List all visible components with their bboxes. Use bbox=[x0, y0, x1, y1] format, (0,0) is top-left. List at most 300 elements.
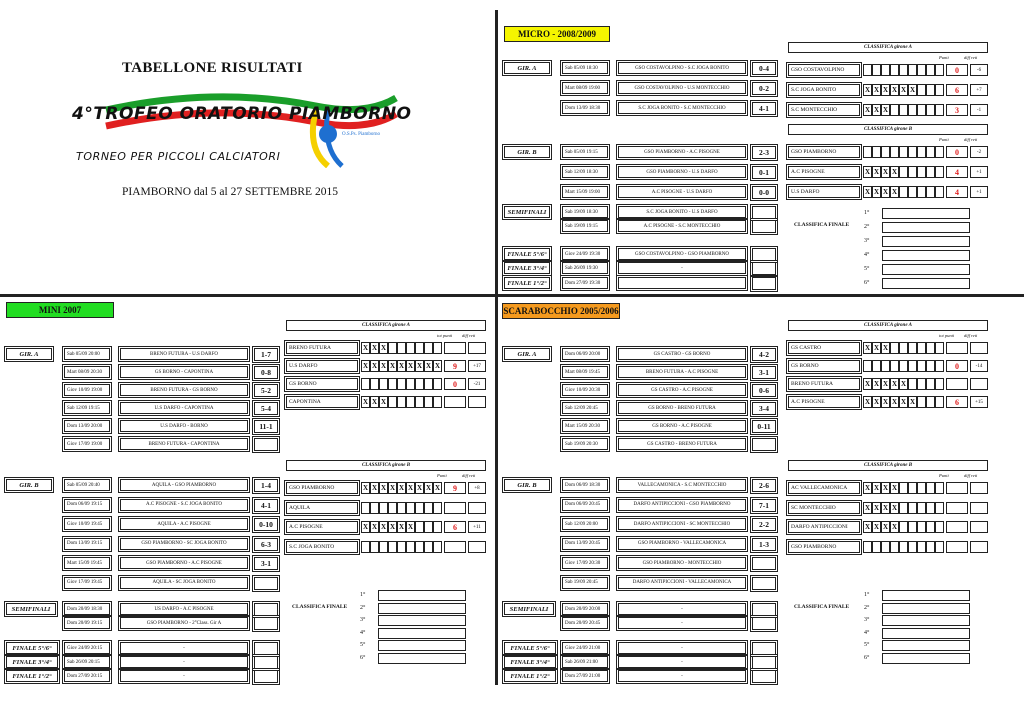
match-date: Sab 05/09 19:15 bbox=[562, 146, 608, 158]
result-cell bbox=[908, 186, 917, 198]
result-cell bbox=[926, 84, 935, 96]
result-cell: X bbox=[864, 523, 871, 531]
result-cell bbox=[415, 342, 424, 354]
position-label: 5° bbox=[864, 266, 870, 272]
match-date: Dom 06/09 20:45 bbox=[562, 499, 608, 511]
standings-points: 0 bbox=[444, 378, 466, 390]
result-cell bbox=[908, 378, 917, 390]
result-cell bbox=[415, 502, 424, 514]
result-cell: X bbox=[380, 523, 387, 531]
standings-row bbox=[286, 342, 486, 354]
standings-points: 0 bbox=[946, 64, 968, 76]
match-date: Dom 13/09 20:45 bbox=[562, 538, 608, 550]
result-cell: X bbox=[900, 380, 907, 388]
result-cell bbox=[424, 378, 433, 390]
match-teams: U.S DARFO - CAPONTINA bbox=[120, 402, 248, 414]
result-cell bbox=[406, 342, 415, 354]
result-cell bbox=[917, 104, 926, 116]
position-label: 1° bbox=[864, 592, 870, 598]
standings-points: 4 bbox=[946, 166, 968, 178]
match-teams: GSO COSTAVOLPINO - GSO PIAMBORNO bbox=[618, 248, 746, 260]
position-box bbox=[378, 640, 466, 651]
match-teams: AQUILA - SC JOGA BONITO bbox=[120, 577, 248, 589]
standings-points bbox=[946, 541, 968, 553]
result-cell: X bbox=[389, 523, 396, 531]
result-cell bbox=[433, 378, 442, 390]
position-box bbox=[882, 208, 970, 219]
match-score: 4-1 bbox=[752, 102, 776, 115]
match-score: 1-4 bbox=[254, 479, 278, 492]
position-label: 6° bbox=[864, 280, 870, 286]
result-cell bbox=[917, 84, 926, 96]
result-cell: X bbox=[371, 362, 378, 370]
result-cell bbox=[872, 146, 881, 158]
standings-title: CLASSIFICA girone A bbox=[788, 42, 988, 53]
match-date: Sab 19/09 20:45 bbox=[562, 577, 608, 589]
standings-points bbox=[444, 342, 466, 354]
standings-row bbox=[286, 502, 486, 514]
standings-points: 9 bbox=[444, 360, 466, 372]
result-cell bbox=[397, 502, 406, 514]
standings-row bbox=[788, 166, 988, 178]
standings-points bbox=[946, 378, 968, 390]
result-cell bbox=[881, 146, 890, 158]
result-cell: X bbox=[891, 484, 898, 492]
result-cell: X bbox=[882, 484, 889, 492]
match-date: Sab 05/09 20:40 bbox=[64, 479, 110, 491]
match-score: 0-4 bbox=[752, 62, 776, 75]
match-teams: GS BORNO - BRENO FUTURA bbox=[618, 402, 746, 414]
match-teams: GSO PIAMBORNO - A.C PISOGNE bbox=[618, 146, 746, 158]
semifinals-label: SEMIFINALI bbox=[6, 603, 56, 615]
tournament-logo bbox=[66, 88, 426, 168]
match-score: 4-1 bbox=[254, 499, 278, 512]
standings-title: CLASSIFICA girone A bbox=[286, 320, 486, 331]
result-cell bbox=[899, 541, 908, 553]
match-date: Mart 15/09 19:45 bbox=[64, 557, 110, 569]
match-teams: - bbox=[120, 642, 248, 654]
match-score: 1-7 bbox=[254, 348, 278, 361]
result-cell: X bbox=[891, 168, 898, 176]
position-box bbox=[882, 590, 970, 601]
position-box bbox=[882, 628, 970, 639]
match-score bbox=[254, 656, 278, 669]
match-teams: US DARFO - A.C PISOGNE bbox=[120, 603, 248, 615]
position-label: 3° bbox=[864, 617, 870, 623]
standings-points bbox=[946, 342, 968, 354]
final-standings-label: CLASSIFICA FINALE bbox=[794, 604, 850, 610]
position-box bbox=[882, 278, 970, 289]
diff-header: diff reti bbox=[462, 333, 476, 338]
result-cell bbox=[370, 378, 379, 390]
result-cell bbox=[935, 104, 944, 116]
result-cell bbox=[917, 342, 926, 354]
result-cell bbox=[433, 521, 442, 533]
result-cell bbox=[917, 166, 926, 178]
result-cell bbox=[935, 84, 944, 96]
result-cell bbox=[917, 64, 926, 76]
result-cell bbox=[397, 378, 406, 390]
position-box bbox=[378, 603, 466, 614]
match-teams: GS CASTRO - BRENO FUTURA bbox=[618, 438, 746, 450]
standings-team: GSO PIAMBORNO bbox=[788, 146, 860, 158]
match-teams: GS BORNO - CAPONTINA bbox=[120, 366, 248, 378]
standings-diff bbox=[970, 342, 988, 354]
result-cell bbox=[935, 146, 944, 158]
match-score: 0-6 bbox=[752, 384, 776, 397]
standings-row bbox=[788, 482, 988, 494]
match-score bbox=[752, 656, 776, 669]
standings-team: GSO COSTAVOLPINO bbox=[788, 64, 860, 76]
result-cell: X bbox=[882, 168, 889, 176]
position-label: 3° bbox=[360, 617, 366, 623]
standings-row bbox=[788, 502, 988, 514]
position-box bbox=[882, 603, 970, 614]
result-cell: X bbox=[891, 86, 898, 94]
result-cell: X bbox=[425, 484, 432, 492]
points-header: Punti bbox=[939, 55, 949, 60]
points-header: tot punti bbox=[437, 333, 453, 338]
position-label: 1° bbox=[360, 592, 366, 598]
result-cell bbox=[917, 482, 926, 494]
result-cell bbox=[899, 64, 908, 76]
position-box bbox=[882, 222, 970, 233]
result-cell bbox=[917, 146, 926, 158]
result-cell bbox=[917, 521, 926, 533]
standings-title: CLASSIFICA girone B bbox=[286, 460, 486, 471]
result-cell bbox=[899, 502, 908, 514]
standings-team: AC VALLECAMONICA bbox=[788, 482, 860, 494]
result-cell bbox=[863, 360, 872, 372]
result-cell bbox=[908, 521, 917, 533]
match-score bbox=[254, 642, 278, 655]
result-cell bbox=[424, 541, 433, 553]
result-cell: X bbox=[873, 86, 880, 94]
result-cell: X bbox=[407, 484, 414, 492]
position-box bbox=[882, 250, 970, 261]
match-teams: S.C JOGA BONITO - U.S DARFO bbox=[618, 206, 746, 218]
position-label: 6° bbox=[864, 654, 870, 661]
category-header: MINI 2007 bbox=[6, 302, 114, 318]
match-date: Dom 20/09 18:30 bbox=[64, 603, 110, 615]
result-cell bbox=[926, 396, 935, 408]
result-cell: X bbox=[873, 503, 880, 512]
standings-team: A.C PISOGNE bbox=[788, 396, 860, 408]
standings-points: 9 bbox=[444, 482, 466, 494]
result-cell: X bbox=[882, 523, 889, 531]
match-teams: GS CASTRO - A.C PISOGNE bbox=[618, 384, 746, 396]
standings-row bbox=[286, 378, 486, 390]
match-score bbox=[254, 670, 278, 683]
result-cell: X bbox=[882, 344, 889, 352]
match-date: Sab 05/09 20:00 bbox=[64, 348, 110, 360]
result-cell: X bbox=[882, 380, 889, 388]
standings-diff bbox=[468, 502, 486, 514]
result-cell bbox=[881, 64, 890, 76]
standings-diff: -14 bbox=[970, 360, 988, 372]
result-cell: X bbox=[900, 398, 907, 406]
result-cell: X bbox=[380, 398, 387, 406]
standings-points: 3 bbox=[946, 104, 968, 116]
position-box bbox=[378, 615, 466, 626]
match-teams: GSO PIAMBORNO - U.S DARFO bbox=[618, 166, 746, 178]
result-cell bbox=[388, 342, 397, 354]
result-cell bbox=[863, 64, 872, 76]
standings-diff bbox=[970, 502, 988, 514]
result-cell bbox=[908, 482, 917, 494]
result-cell bbox=[379, 378, 388, 390]
result-cell: X bbox=[873, 344, 880, 352]
group-a-label: GIR. A bbox=[504, 348, 550, 360]
result-cell: X bbox=[909, 86, 916, 94]
position-label: 5° bbox=[360, 642, 366, 648]
result-cell bbox=[415, 378, 424, 390]
vertical-divider bbox=[495, 10, 498, 685]
match-teams: - bbox=[618, 603, 746, 615]
result-cell: X bbox=[380, 344, 387, 352]
result-cell: X bbox=[434, 362, 441, 370]
group-b-label: GIR. B bbox=[6, 479, 52, 491]
standings-team: A.C PISOGNE bbox=[788, 166, 860, 178]
result-cell bbox=[926, 521, 935, 533]
standings-diff bbox=[970, 541, 988, 553]
result-cell bbox=[926, 502, 935, 514]
match-date: Dom 20/09 20:00 bbox=[562, 603, 608, 615]
match-score: 0-0 bbox=[752, 186, 776, 199]
match-score bbox=[254, 577, 278, 590]
result-cell bbox=[899, 360, 908, 372]
position-box bbox=[882, 640, 970, 651]
standings-team: SC MONTECCHIO bbox=[788, 502, 860, 514]
result-cell: X bbox=[398, 523, 405, 531]
points-header: Punti bbox=[939, 473, 949, 478]
position-label: 2° bbox=[864, 224, 870, 230]
standings-diff bbox=[468, 342, 486, 354]
match-teams: GS BORNO - A.C PISOGNE bbox=[618, 420, 746, 432]
match-date: Sab 12/09 20:00 bbox=[562, 518, 608, 530]
page-title: TABELLONE RISULTATI bbox=[122, 60, 303, 76]
result-cell: X bbox=[882, 398, 889, 406]
match-score bbox=[254, 438, 278, 451]
match-score: 0-2 bbox=[752, 82, 776, 95]
standings-row bbox=[788, 521, 988, 533]
match-score: 0-8 bbox=[254, 366, 278, 379]
result-cell bbox=[388, 396, 397, 408]
result-cell bbox=[926, 186, 935, 198]
standings-row bbox=[286, 541, 486, 553]
standings-title: CLASSIFICA girone B bbox=[788, 460, 988, 471]
result-cell bbox=[361, 378, 370, 390]
match-teams: U.S DARFO - BORNO bbox=[120, 420, 248, 432]
result-cell bbox=[406, 541, 415, 553]
standings-team: DARFO ANTIPICCIONI bbox=[788, 521, 860, 533]
match-score bbox=[752, 617, 776, 630]
match-score: 3-1 bbox=[254, 557, 278, 570]
result-cell: X bbox=[882, 503, 889, 512]
result-cell bbox=[935, 396, 944, 408]
match-teams: - bbox=[618, 670, 746, 682]
standings-points: 6 bbox=[444, 521, 466, 533]
result-cell bbox=[406, 502, 415, 514]
result-cell: X bbox=[864, 380, 871, 388]
final-1-2-label: FINALE 1°/2° bbox=[504, 670, 556, 682]
match-date: Sab 12/09 18:30 bbox=[562, 166, 608, 178]
standings-row bbox=[788, 186, 988, 198]
match-teams: GSO PIAMBORNO - SC JOGA BONITO bbox=[120, 538, 248, 550]
points-header: Punti bbox=[437, 473, 447, 478]
standings-diff: -6 bbox=[970, 64, 988, 76]
match-teams: A.C PISOGNE - S.C MONTECCHIO bbox=[618, 220, 746, 232]
standings-points bbox=[444, 502, 466, 514]
match-date: Giov 10/09 19:45 bbox=[64, 518, 110, 530]
match-score: 0-11 bbox=[752, 420, 776, 433]
diff-header: diff reti bbox=[964, 137, 978, 142]
result-cell bbox=[926, 342, 935, 354]
result-cell: X bbox=[891, 380, 898, 388]
standings-row bbox=[286, 521, 486, 533]
result-cell bbox=[917, 541, 926, 553]
result-cell bbox=[935, 64, 944, 76]
result-cell: X bbox=[891, 503, 898, 512]
result-cell bbox=[926, 541, 935, 553]
standings-points bbox=[946, 521, 968, 533]
match-date: Sab 19/09 20:30 bbox=[562, 438, 608, 450]
result-cell bbox=[872, 360, 881, 372]
position-label: 4° bbox=[864, 252, 870, 258]
result-cell bbox=[370, 541, 379, 553]
result-cell bbox=[890, 342, 899, 354]
result-cell bbox=[935, 541, 944, 553]
match-teams: AQUILA - A.C PISOGNE bbox=[120, 518, 248, 530]
match-score: 1-3 bbox=[752, 538, 776, 551]
standings-diff: +15 bbox=[970, 396, 988, 408]
result-cell: X bbox=[891, 188, 898, 196]
result-cell bbox=[433, 541, 442, 553]
position-label: 6° bbox=[360, 654, 366, 661]
result-cell bbox=[926, 378, 935, 390]
result-cell: X bbox=[882, 86, 889, 94]
result-cell: X bbox=[371, 484, 378, 492]
result-cell bbox=[908, 541, 917, 553]
match-teams: DARFO ANTIPICCIONI - SC MONTECCHIO bbox=[618, 518, 746, 530]
result-cell bbox=[379, 541, 388, 553]
result-cell: X bbox=[371, 523, 378, 531]
result-cell bbox=[899, 146, 908, 158]
standings-diff: +7 bbox=[970, 84, 988, 96]
match-teams: - bbox=[618, 656, 746, 668]
match-date: Dom 13/09 18:30 bbox=[562, 102, 608, 114]
result-cell bbox=[917, 396, 926, 408]
final-5-6-label: FINALE 5°/6° bbox=[504, 642, 556, 654]
match-score bbox=[752, 262, 776, 275]
result-cell: X bbox=[371, 344, 378, 352]
result-cell bbox=[908, 64, 917, 76]
match-score: 2-3 bbox=[752, 146, 776, 159]
logo-line1: 4°TROFEO ORATORIO PIAMBORNO bbox=[72, 104, 412, 124]
standings-team: AQUILA bbox=[286, 502, 358, 514]
match-teams: GSO PIAMBORNO - VALLECAMONICA bbox=[618, 538, 746, 550]
result-cell: X bbox=[416, 362, 423, 370]
result-cell: X bbox=[864, 484, 871, 492]
standings-title: CLASSIFICA girone A bbox=[788, 320, 988, 331]
result-cell bbox=[917, 360, 926, 372]
standings-diff: +17 bbox=[468, 360, 486, 372]
position-label: 3° bbox=[864, 238, 870, 244]
match-teams: S.C JOGA BONITO - S.C MONTECCHIO bbox=[618, 102, 746, 114]
final-1-2-label: FINALE 1°/2° bbox=[504, 277, 550, 289]
category-header: MICRO - 2008/2009 bbox=[504, 26, 610, 42]
result-cell bbox=[881, 360, 890, 372]
position-box bbox=[882, 653, 970, 664]
final-3-4-label: FINALE 3°/4° bbox=[6, 656, 58, 668]
match-score: 0-10 bbox=[254, 518, 278, 531]
match-teams: A.C PISOGNE - S.C JOGA BONITO bbox=[120, 499, 248, 511]
standings-diff bbox=[970, 378, 988, 390]
match-teams: DARFO ANTIPICCIONI - VALLECAMONICA bbox=[618, 577, 746, 589]
standings-team: S.C JOGA BONITO bbox=[788, 84, 860, 96]
result-cell: X bbox=[873, 398, 880, 406]
result-cell: X bbox=[864, 344, 871, 352]
match-teams: - bbox=[618, 617, 746, 629]
match-teams bbox=[618, 277, 746, 289]
match-date: Mart 15/09 20:30 bbox=[562, 420, 608, 432]
result-cell bbox=[935, 521, 944, 533]
result-cell bbox=[415, 541, 424, 553]
result-cell bbox=[935, 378, 944, 390]
result-cell: X bbox=[380, 362, 387, 370]
standings-team: BRENO FUTURA bbox=[788, 378, 860, 390]
match-teams: - bbox=[120, 670, 248, 682]
match-date: Dom 27/09 21:00 bbox=[562, 670, 608, 682]
standings-points bbox=[444, 541, 466, 553]
match-date: Sab 12/09 20:45 bbox=[562, 402, 608, 414]
category-header: SCARABOCCHIO 2005/2006 bbox=[502, 303, 620, 319]
match-date: Mart 15/09 19:00 bbox=[562, 186, 608, 198]
standings-diff: -1 bbox=[970, 104, 988, 116]
result-cell bbox=[935, 482, 944, 494]
position-box bbox=[882, 264, 970, 275]
final-1-2-label: FINALE 1°/2° bbox=[6, 670, 58, 682]
match-teams: GSO COSTAVOLPINO - S.C JOGA BONITO bbox=[618, 62, 746, 74]
result-cell: X bbox=[362, 398, 369, 406]
result-cell bbox=[908, 360, 917, 372]
standings-row bbox=[286, 360, 486, 372]
match-teams: AQUILA - GSO PIAMBORNO bbox=[120, 479, 248, 491]
result-cell: X bbox=[425, 362, 432, 370]
match-score: 3-4 bbox=[752, 402, 776, 415]
match-date: Giov 10/09 19:00 bbox=[64, 384, 110, 396]
result-cell bbox=[388, 502, 397, 514]
standings-diff: +11 bbox=[468, 521, 486, 533]
result-cell: X bbox=[882, 188, 889, 196]
group-a-label: GIR. A bbox=[504, 62, 550, 74]
semifinals-label: SEMIFINALI bbox=[504, 206, 550, 218]
match-score bbox=[752, 557, 776, 570]
match-date: Giov 17/09 20:30 bbox=[562, 557, 608, 569]
result-cell: X bbox=[434, 484, 441, 492]
standings-row bbox=[788, 64, 988, 76]
result-cell bbox=[379, 502, 388, 514]
result-cell: X bbox=[891, 523, 898, 531]
match-score: 4-2 bbox=[752, 348, 776, 361]
match-teams: A.C PISOGNE - U.S DARFO bbox=[618, 186, 746, 198]
standings-team: GSO PIAMBORNO bbox=[788, 541, 860, 553]
match-score bbox=[752, 277, 776, 290]
result-cell: X bbox=[909, 398, 916, 406]
logo-line2: TORNEO PER PICCOLI CALCIATORI bbox=[76, 150, 281, 163]
match-teams: BRENO FUTURA - GS BORNO bbox=[120, 384, 248, 396]
result-cell bbox=[370, 502, 379, 514]
